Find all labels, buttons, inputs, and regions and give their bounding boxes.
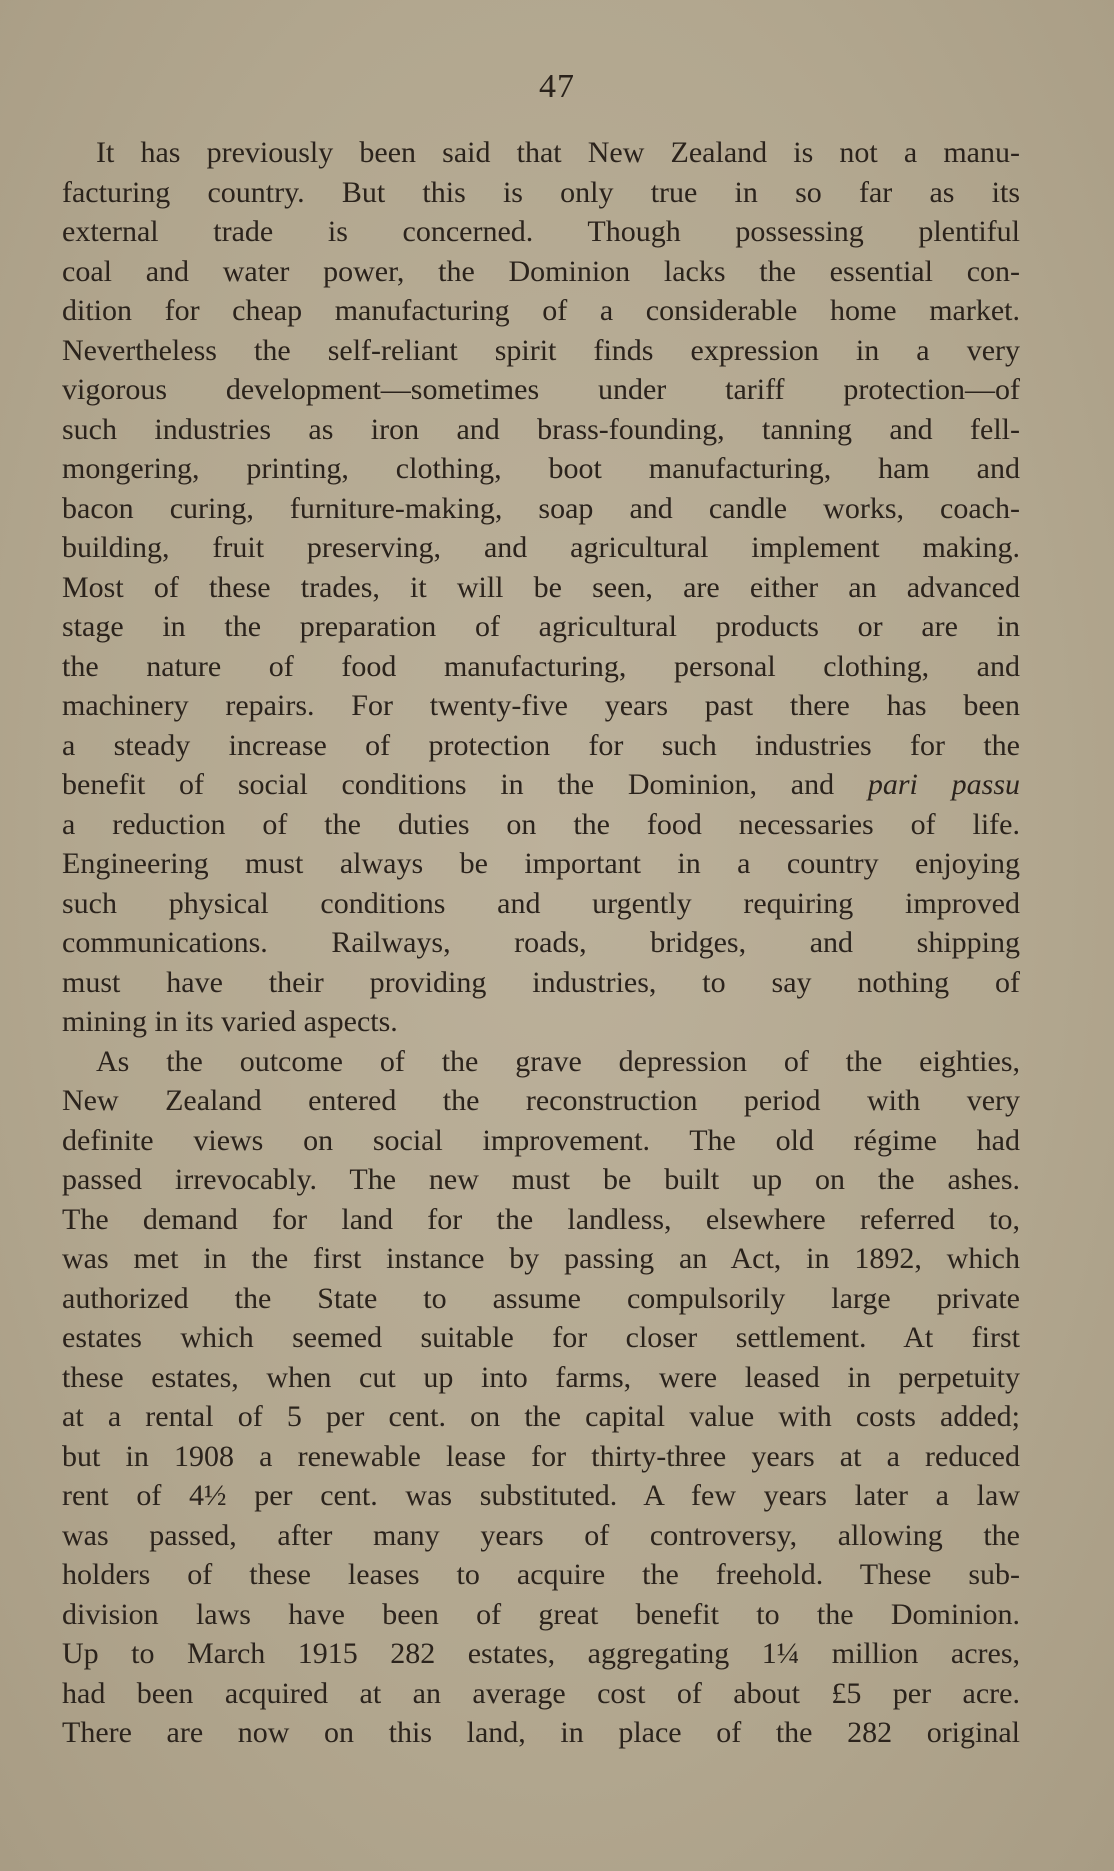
text-line-content: It has previously been said that New Zealand is not a manu-: [96, 136, 1020, 169]
text-line: [62, 1318, 1020, 1358]
text-line: [62, 963, 1020, 1003]
text-line: [62, 1555, 1020, 1595]
text-line-content: There are now on this land, in place of the 282 original: [62, 1716, 1020, 1749]
text-line-content: The demand for land for the landless, elsewhere referred to,: [62, 1202, 1020, 1236]
text-line: [62, 1595, 1020, 1635]
text-line-content: a steady increase of protection for such industries for the: [62, 728, 1020, 762]
text-line: [62, 1674, 1020, 1714]
text-line-content: coal and water power, the Dominion lacks the essential con-: [62, 254, 1020, 288]
text-line-content: vigorous development—sometimes under tariff protection—of: [62, 373, 1020, 406]
text-line-content: must have their providing industries, to say nothing of: [62, 965, 1020, 999]
text-line-content: Nevertheless the self-reliant spirit finds expression in a very: [62, 333, 1020, 367]
text-line: [62, 647, 1020, 687]
text-line: [62, 370, 1020, 410]
italic-phrase: pari passu: [867, 768, 1021, 801]
text-line-content: authorized the State to assume compulsorily large private: [62, 1281, 1020, 1315]
text-line-content: building, fruit preserving, and agricultural implement making.: [62, 531, 1020, 564]
text-line: [62, 1516, 1020, 1556]
text-line-content: a reduction of the duties on the food necessaries of life.: [62, 807, 1020, 841]
text-line: [62, 410, 1020, 450]
text-line-content: division laws have been of great benefit to the Dominion.: [62, 1597, 1020, 1631]
text-line: [62, 252, 1020, 292]
text-line-content: benefit of social conditions in the Dominion, and: [62, 768, 868, 801]
text-line-content: Most of these trades, it will be seen, are either an advanced: [62, 570, 1020, 604]
text-line-content: was met in the first instance by passing an Act, in 1892, which: [62, 1242, 1020, 1275]
page-number: 47: [539, 68, 575, 105]
text-line-content: communications. Railways, roads, bridges, and shipping: [62, 926, 1020, 959]
text-line-content: external trade is concerned. Though possessing plentiful: [62, 215, 1020, 248]
text-line: [62, 1358, 1020, 1398]
text-line-content: stage in the preparation of agricultural products or are in: [62, 610, 1020, 643]
text-line: [62, 923, 1020, 963]
body-text: [62, 133, 1020, 1753]
text-line-content: mongering, printing, clothing, boot manufacturing, ham and: [62, 452, 1020, 485]
text-line: [62, 291, 1020, 331]
text-line-content: such physical conditions and urgently requiring improved: [62, 886, 1020, 920]
text-line-content: New Zealand entered the reconstruction period with very: [62, 1084, 1020, 1117]
text-line-content: passed irrevocably. The new must be built up on the ashes.: [62, 1163, 1020, 1196]
text-line-content: holders of these leases to acquire the freehold. These sub-: [62, 1558, 1020, 1591]
text-line-content: dition for cheap manufacturing of a considerable home market.: [62, 294, 1020, 327]
text-line-content: facturing country. But this is only true in so far as its: [62, 175, 1020, 209]
text-line-content: estates which seemed suitable for closer settlement. At first: [62, 1321, 1020, 1354]
text-line: [62, 607, 1020, 647]
text-line-content: definite views on social improvement. The old régime had: [62, 1123, 1020, 1157]
text-line: [62, 449, 1020, 489]
text-line: [62, 1121, 1020, 1161]
text-line: [62, 1437, 1020, 1477]
text-line-content: such industries as iron and brass-founding, tanning and fell-: [62, 412, 1020, 446]
text-line: [62, 1200, 1020, 1240]
text-line-content: at a rental of 5 per cent. on the capital value with costs added;: [62, 1400, 1020, 1433]
text-line: [62, 1042, 1020, 1082]
text-line-content: was passed, after many years of controversy, allowing the: [62, 1518, 1020, 1552]
text-line: [62, 1397, 1020, 1437]
text-line: [62, 726, 1020, 766]
text-line: [62, 1239, 1020, 1279]
text-line: [62, 1160, 1020, 1200]
text-line: [62, 1713, 1020, 1753]
text-line: [62, 1476, 1020, 1516]
text-line: [62, 844, 1020, 884]
text-line: [62, 212, 1020, 252]
text-line: [62, 805, 1020, 845]
text-line: [62, 173, 1020, 213]
text-line-content: machinery repairs. For twenty-five years past there has been: [62, 689, 1020, 722]
text-line-content: these estates, when cut up into farms, were leased in perpetuity: [62, 1360, 1020, 1394]
text-line: [62, 568, 1020, 608]
text-line: [62, 765, 1020, 805]
text-line: [62, 489, 1020, 529]
text-line: [62, 1279, 1020, 1319]
text-line-content: bacon curing, furniture-making, soap and candle works, coach-: [62, 491, 1020, 525]
text-line-content: As the outcome of the grave depression of the eighties,: [96, 1044, 1020, 1078]
text-line-content: mining in its varied aspects.: [62, 1005, 398, 1038]
text-line: [62, 1002, 1020, 1042]
text-line: [62, 686, 1020, 726]
text-line: [62, 1634, 1020, 1674]
text-line: [62, 884, 1020, 924]
text-line-content: but in 1908 a renewable lease for thirty-three years at a reduced: [62, 1439, 1020, 1473]
text-line-content: Engineering must always be important in a country enjoying: [62, 847, 1020, 880]
text-line: [62, 1081, 1020, 1121]
text-line: [62, 331, 1020, 371]
text-line: [62, 133, 1020, 173]
text-line-content: the nature of food manufacturing, personal clothing, and: [62, 649, 1020, 683]
text-line-content: had been acquired at an average cost of about £5 per acre.: [62, 1676, 1020, 1710]
text-line: [62, 528, 1020, 568]
text-line-content: Up to March 1915 282 estates, aggregating 1¼ million acres,: [62, 1637, 1020, 1670]
text-line-content: rent of 4½ per cent. was substituted. A few years later a law: [62, 1479, 1020, 1512]
